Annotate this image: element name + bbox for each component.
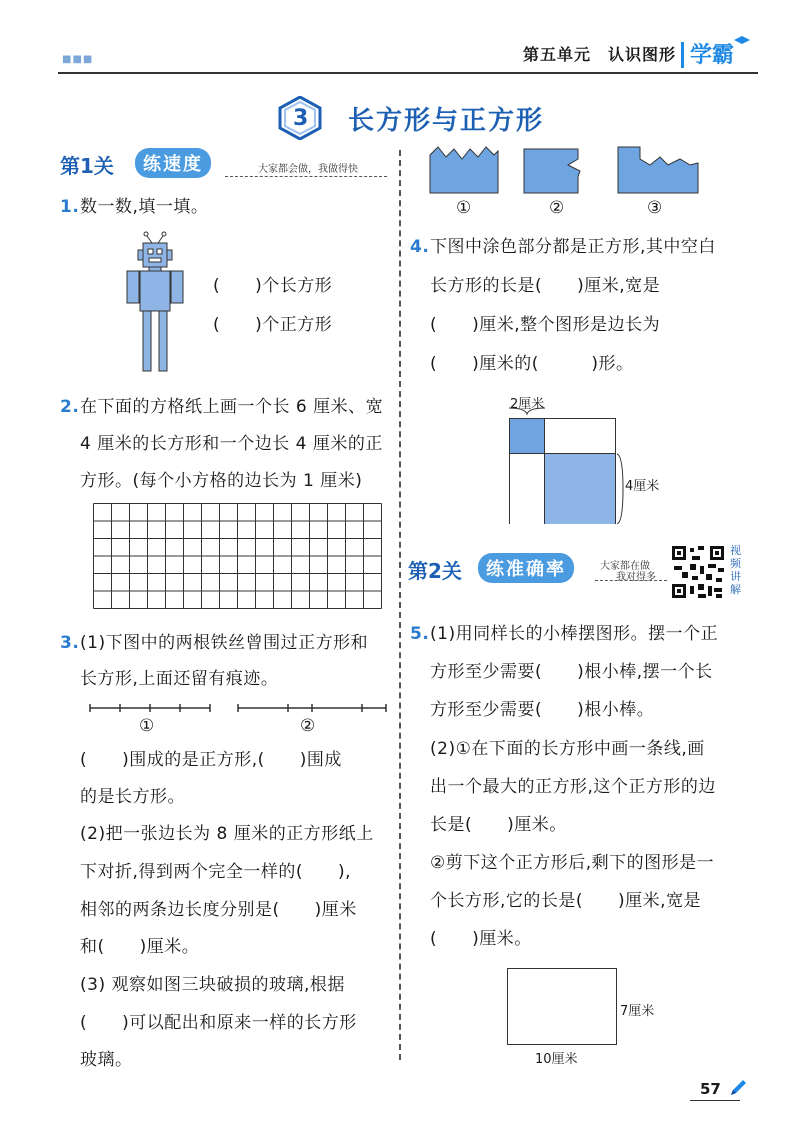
q5-line: 出一个最大的正方形,这个正方形的边 bbox=[430, 777, 716, 797]
q3-line: 的是长方形。 bbox=[80, 787, 185, 807]
glass-label-3: ③ bbox=[647, 198, 663, 218]
q1-prompt: 数一数,填一填。 bbox=[80, 197, 209, 217]
q4-number: 4. bbox=[410, 237, 430, 257]
video-explain-label[interactable] bbox=[730, 544, 742, 596]
square-diagram bbox=[505, 404, 625, 524]
video-explain-char: 讲 bbox=[730, 570, 741, 583]
q5-answer-line[interactable]: 长是( )厘米。 bbox=[430, 815, 567, 835]
page-title: 长方形与正方形 bbox=[348, 106, 545, 136]
q3-line: (1)下图中的两根铁丝曾围过正方形和 bbox=[80, 633, 369, 653]
wire-diagram bbox=[88, 700, 388, 716]
section1-tag: 练速度 bbox=[135, 148, 211, 178]
q3-answer-line[interactable]: 和( )厘米。 bbox=[80, 937, 200, 957]
header-rule bbox=[58, 72, 758, 74]
header-decoration: ■■■ bbox=[62, 54, 94, 65]
q4-label-small: 2厘米 bbox=[510, 397, 545, 412]
q4-answer-line[interactable]: 长方形的长是( )厘米,宽是 bbox=[430, 276, 661, 296]
section2-note: 大家都在做 bbox=[600, 561, 650, 572]
q3-answer-line[interactable]: ( )围成的是正方形,( )围成 bbox=[80, 750, 342, 770]
q3-answer-line[interactable]: 相邻的两条边长度分别是( )厘米 bbox=[80, 900, 357, 920]
footer-rule bbox=[690, 1100, 740, 1101]
q3-answer-line[interactable]: ( )可以配出和原来一样的长方形 bbox=[80, 1013, 357, 1033]
q5-answer-line[interactable]: ( )厘米。 bbox=[430, 929, 532, 949]
column-divider bbox=[399, 150, 401, 1060]
section2-label: 第2关 bbox=[408, 559, 462, 583]
section2-underline bbox=[595, 580, 667, 581]
q2-line: 4 厘米的长方形和一个边长 4 厘米的正 bbox=[80, 434, 383, 454]
section1-underline bbox=[225, 176, 387, 177]
q5-line: ②剪下这个正方形后,剩下的图形是一 bbox=[430, 853, 715, 873]
video-explain-char: 视 bbox=[730, 544, 741, 557]
q4-line: 下图中涂色部分都是正方形,其中空白 bbox=[430, 237, 716, 257]
wire-label-2: ② bbox=[300, 716, 316, 736]
q1-number: 1. bbox=[60, 197, 80, 217]
section1-label: 第1关 bbox=[60, 154, 114, 178]
q3-number: 3. bbox=[60, 633, 80, 653]
q2-line: 在下面的方格纸上画一个长 6 厘米、宽 bbox=[80, 397, 384, 417]
q5-line: (1)用同样长的小棒摆图形。摆一个正 bbox=[430, 624, 719, 644]
qr-code-icon[interactable] bbox=[670, 544, 726, 600]
grid-paper[interactable] bbox=[93, 503, 383, 609]
video-explain-char: 频 bbox=[730, 557, 741, 570]
brand-logo: 学霸 bbox=[690, 43, 735, 68]
q3-line: (2)把一张边长为 8 厘米的正方形纸上 bbox=[80, 824, 374, 844]
pencil-icon bbox=[728, 1078, 748, 1098]
q5-number: 5. bbox=[410, 624, 430, 644]
q2-line: 方形。(每个小方格的边长为 1 厘米) bbox=[80, 471, 363, 491]
unit-title: 第五单元 认识图形 bbox=[523, 45, 677, 64]
video-explain-char: 解 bbox=[730, 583, 741, 596]
rect-height-label: 7厘米 bbox=[620, 1004, 655, 1019]
q1-blank-squares[interactable]: ( )个正方形 bbox=[213, 315, 333, 335]
wire-label-1: ① bbox=[139, 716, 155, 736]
lesson-number: 3 bbox=[293, 106, 309, 131]
q5-answer-line[interactable]: 方形至少需要( )根小棒,摆一个长 bbox=[430, 662, 713, 682]
q4-answer-line[interactable]: ( )厘米,整个图形是边长为 bbox=[430, 315, 661, 335]
q3-line: 长方形,上面还留有痕迹。 bbox=[80, 669, 279, 689]
section1-note: 大家都会做，我做得快 bbox=[258, 164, 358, 175]
q5-answer-line[interactable]: 方形至少需要( )根小棒。 bbox=[430, 700, 655, 720]
broken-glass-pieces bbox=[428, 145, 708, 195]
drawing-rectangle[interactable] bbox=[507, 968, 617, 1045]
mortarboard-icon bbox=[734, 34, 750, 50]
glass-label-2: ② bbox=[549, 198, 565, 218]
page-number: 57 bbox=[700, 1080, 721, 1098]
robot-figure bbox=[125, 228, 185, 378]
q5-line: (2)①在下面的长方形中画一条线,画 bbox=[430, 739, 705, 759]
section2-note: 我对得多 bbox=[616, 572, 656, 583]
q1-blank-rectangles[interactable]: ( )个长方形 bbox=[213, 276, 333, 296]
section2-tag: 练准确率 bbox=[478, 553, 574, 583]
q4-label-big: 4厘米 bbox=[625, 479, 660, 494]
q3-line: 玻璃。 bbox=[80, 1050, 133, 1070]
header-divider bbox=[681, 42, 684, 68]
rect-width-label: 10厘米 bbox=[535, 1052, 578, 1067]
q2-number: 2. bbox=[60, 397, 80, 417]
q4-answer-line[interactable]: ( )厘米的( )形。 bbox=[430, 354, 634, 374]
q5-answer-line[interactable]: 个长方形,它的长是( )厘米,宽是 bbox=[430, 891, 702, 911]
q3-answer-line[interactable]: 下对折,得到两个完全一样的( ), bbox=[80, 862, 352, 882]
glass-label-1: ① bbox=[456, 198, 472, 218]
q3-line: (3) 观察如图三块破损的玻璃,根据 bbox=[80, 975, 345, 995]
